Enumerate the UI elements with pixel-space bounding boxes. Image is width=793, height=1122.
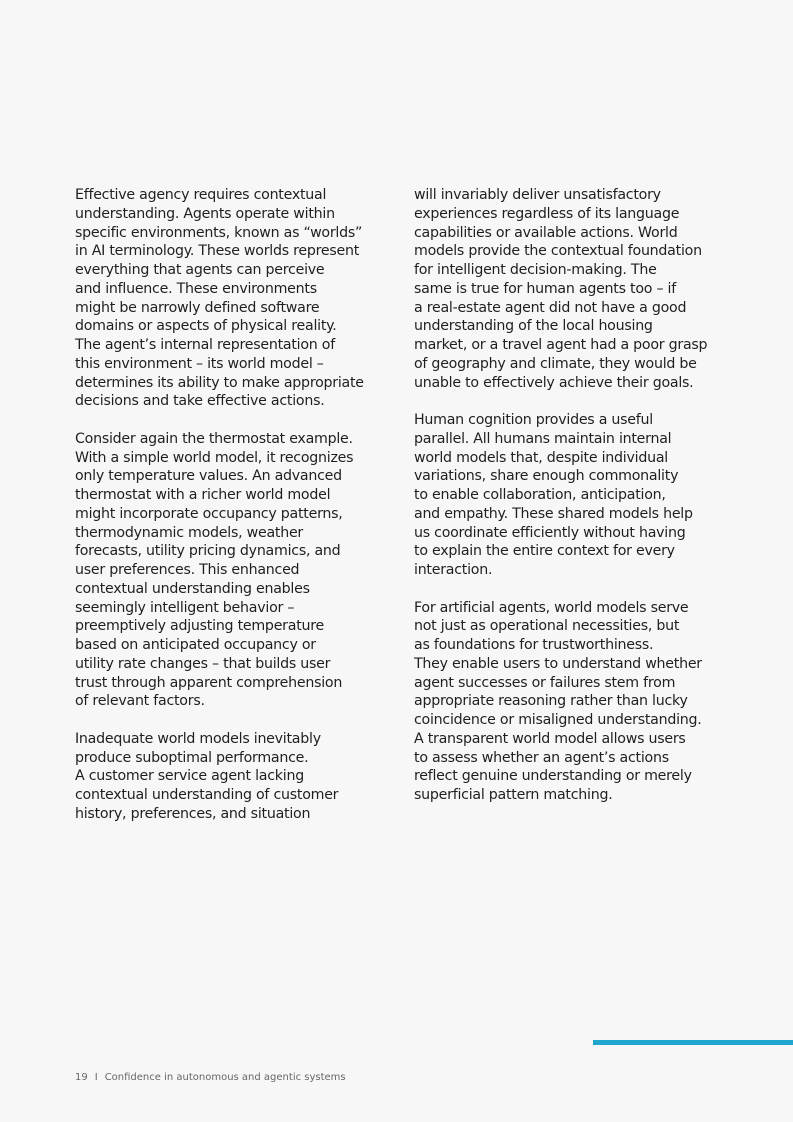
text-line: experiences regardless of its language xyxy=(414,205,680,222)
text-line: Inadequate world models inevitably xyxy=(75,730,321,747)
text-line: trust through apparent comprehension xyxy=(75,674,343,691)
text-line: in AI terminology. These worlds represent xyxy=(75,243,360,260)
text-line: market, or a travel agent had a poor grasp xyxy=(414,337,708,353)
text-line: coincidence or misaligned understanding. xyxy=(414,712,702,728)
text-line: decisions and take effective actions. xyxy=(75,393,325,410)
right-column xyxy=(414,186,729,824)
accent-bar xyxy=(593,1040,793,1045)
text-line: understanding of the local housing xyxy=(414,318,653,335)
text-line: With a simple world model, it recognizes xyxy=(75,449,354,466)
paragraph xyxy=(75,186,385,411)
text-line: might be narrowly defined software xyxy=(75,299,320,316)
text-line: thermostat with a richer world model xyxy=(75,487,331,503)
text-line: determines its ability to make appropriate xyxy=(75,374,364,391)
text-line: to explain the entire context for every xyxy=(414,543,675,560)
paragraph xyxy=(414,186,729,392)
text-line: for intelligent decision-making. The xyxy=(414,262,657,278)
footer-separator: I xyxy=(94,1072,98,1083)
text-line: A customer service agent lacking xyxy=(75,768,304,785)
text-line: and empathy. These shared models help xyxy=(414,505,693,522)
left-column xyxy=(75,186,385,842)
text-line: appropriate reasoning rather than lucky xyxy=(414,693,688,710)
text-line: user preferences. This enhanced xyxy=(75,562,300,578)
text-line: specific environments, known as “worlds” xyxy=(75,224,363,241)
page-number: 19 xyxy=(75,1072,88,1083)
text-line: forecasts, utility pricing dynamics, and xyxy=(75,543,341,560)
text-line: models provide the contextual foundation xyxy=(414,243,702,260)
text-line: of relevant factors. xyxy=(75,693,205,710)
text-line: Effective agency requires contextual xyxy=(75,187,327,203)
text-line: For artificial agents, world models serve xyxy=(414,599,689,616)
text-line: produce suboptimal performance. xyxy=(75,749,309,766)
text-line: us coordinate efficiently without having xyxy=(414,524,686,541)
paragraph xyxy=(414,411,729,580)
text-line: this environment – its world model – xyxy=(75,355,324,372)
text-line: will invariably deliver unsatisfactory xyxy=(414,187,661,203)
text-line: same is true for human agents too – if xyxy=(414,280,676,297)
paragraph xyxy=(75,430,385,711)
text-line: interaction. xyxy=(414,562,493,578)
text-line: variations, share enough commonality xyxy=(414,468,679,485)
text-line: They enable users to understand whether xyxy=(414,655,702,672)
text-line: domains or aspects of physical reality. xyxy=(75,318,337,335)
text-line: contextual understanding of customer xyxy=(75,787,339,803)
text-line: to enable collaboration, anticipation, xyxy=(414,487,666,503)
text-line: might incorporate occupancy patterns, xyxy=(75,505,343,522)
text-line: thermodynamic models, weather xyxy=(75,524,304,541)
text-line: history, preferences, and situation xyxy=(75,805,311,822)
text-line: unable to effectively achieve their goals. xyxy=(414,374,694,391)
text-line: Consider again the thermostat example. xyxy=(75,430,353,447)
text-line: a real-estate agent did not have a good xyxy=(414,299,687,316)
text-line: contextual understanding enables xyxy=(75,580,310,597)
text-line: superficial pattern matching. xyxy=(414,787,613,803)
text-line: based on anticipated occupancy or xyxy=(75,637,316,653)
text-line: The agent’s internal representation of xyxy=(75,337,335,353)
text-line: preemptively adjusting temperature xyxy=(75,618,325,635)
text-line: reflect genuine understanding or merely xyxy=(414,768,692,785)
text-line: only temperature values. An advanced xyxy=(75,468,342,485)
text-line: not just as operational necessities, but xyxy=(414,618,680,635)
text-line: parallel. All humans maintain internal xyxy=(414,430,672,447)
text-line: of geography and climate, they would be xyxy=(414,355,697,372)
text-line: world models that, despite individual xyxy=(414,449,668,466)
text-line: as foundations for trustworthiness. xyxy=(414,637,654,653)
page-footer xyxy=(75,1071,346,1085)
text-line: understanding. Agents operate within xyxy=(75,205,335,222)
text-line: to assess whether an agent’s actions xyxy=(414,749,669,766)
text-line: everything that agents can perceive xyxy=(75,262,325,278)
paragraph xyxy=(75,730,385,824)
text-line: agent successes or failures stem from xyxy=(414,674,676,691)
paragraph xyxy=(414,599,729,805)
text-line: seemingly intelligent behavior – xyxy=(75,599,295,616)
document-title: Confidence in autonomous and agentic systems xyxy=(104,1072,346,1083)
text-line: A transparent world model allows users xyxy=(414,730,686,747)
text-line: capabilities or available actions. World xyxy=(414,224,678,241)
text-line: utility rate changes – that builds user xyxy=(75,655,331,672)
text-line: Human cognition provides a useful xyxy=(414,412,653,428)
text-line: and influence. These environments xyxy=(75,280,317,297)
